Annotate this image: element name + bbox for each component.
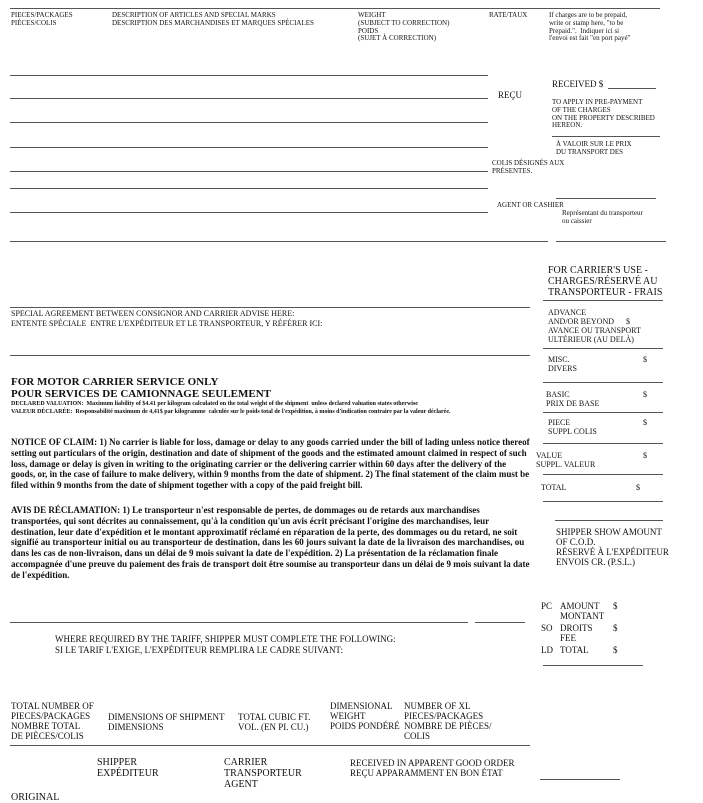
avis-de-reclamation: AVIS DE RÉCLAMATION: 1) Le transporteur n'est responsable de pertes, de dommages ou de retards aux marchandises transportées, qui sont décrites au connaissement, qu'à la condition qu'un avis écrit précisant l'origine des marchandises, leur destination, leur date d'expédition et le montant approximatif réclamé en réparation de la perte, des dommages ou du retard, ne soit signifié au transporteur initial ou au transporteur de destination, dans les 60 jours suivant la date de la livraison des marchandises, ou dans les cas de non-livraison, dans un délai de 9 mois suivant la date de l'expédition. 2) La présentation de la réclamation finale accompagnée d'une preuve du paiement des frais de transport doit être soumise au transporteur dans un délai de 9 mois suivant la date de l'expédition. <box>11 505 530 580</box>
weight-header: WEIGHT (SUBJECT TO CORRECTION) POIDS (SUJET À CORRECTION) <box>358 11 450 43</box>
representant-text: Représentant du transporteur ou caissier <box>562 209 643 225</box>
carrier-use-title: FOR CARRIER'S USE - CHARGES/RÉSERVÉ AU TRANSPORTEUR - FRAIS <box>548 265 663 299</box>
description-line <box>10 212 488 213</box>
description-line <box>10 188 488 189</box>
misc-charge: MISC. DIVERS <box>548 355 577 373</box>
cod-line <box>543 665 643 666</box>
received-amount-line[interactable] <box>608 88 656 89</box>
declared-valuation-en: DECLARED VALUATION: Maximum liability of $4.41 per kilogram calculated on the total weight of the shipment unless declared valuation states otherwise <box>11 401 418 407</box>
description-line <box>10 122 488 123</box>
cubic-label: TOTAL CUBIC FT. VOL. (EN PI. CU.) <box>238 712 311 733</box>
description-line <box>10 241 548 242</box>
recu-label: REÇU <box>498 90 523 100</box>
value-dollar: $ <box>643 451 647 460</box>
motor-carrier-title-en: FOR MOTOR CARRIER SERVICE ONLY <box>11 376 219 388</box>
cod-fee: DROITS FEE <box>560 623 593 644</box>
carrier-label: CARRIER TRANSPORTEUR AGENT <box>224 757 302 791</box>
cod-amount-dollar: $ <box>613 601 618 611</box>
colis-designes-text: COLIS DÉSIGNÉS AUX PRÉSENTES. <box>492 159 565 175</box>
special-agreement-line[interactable] <box>10 355 530 356</box>
carrier-use-line <box>543 474 663 475</box>
signature-line[interactable] <box>540 779 620 780</box>
receipt-line <box>556 198 656 199</box>
motor-carrier-title-fr: POUR SERVICES DE CAMIONNAGE SEULEMENT <box>11 388 271 400</box>
carrier-use-line <box>543 412 663 413</box>
notice-of-claim: NOTICE OF CLAIM: 1) No carrier is liable for loss, damage or delay to any goods carried under the bill of lading unless notice thereof setting out particulars of the origin, destination and date of shipment of the goods and the estimated amount claimed in respect of such loss, damage or delay is given in writing to the originating carrier or the delivering carrier within 60 days after the delivery of the goods, or, in the case of failure to make delivery, within 9 months from the date of shipment. 2) The final statement of the claim must be filed within 9 months from the date of shipment together with a copy of the paid freight bill. <box>11 437 530 491</box>
received-label: RECEIVED $ <box>552 79 604 89</box>
rate-header: RATE/TAUX <box>489 11 528 19</box>
carrier-use-line <box>543 348 663 349</box>
original-label: ORIGINAL <box>11 792 60 803</box>
pieces-packages-header: PIECES/PACKAGES PIÈCES/COLIS <box>11 11 73 27</box>
prepaid-note: If charges are to be prepaid, write or stamp here, "to be Prepaid.". Indiquer ici si l'envoi est fait "en port payé" <box>549 11 631 43</box>
description-line <box>10 147 488 148</box>
cod-total-dollar: $ <box>613 645 618 655</box>
special-agreement-en: SPECIAL AGREEMENT BETWEEN CONSIGNOR AND CARRIER ADVISE HERE: <box>11 309 295 318</box>
tariff-fr: SI LE TARIF L'EXIGE, L'EXPÉDITEUR REMPLIRA LE CADRE SUIVANT: <box>55 645 343 655</box>
basic-charge: BASIC PRIX DE BASE <box>546 390 600 408</box>
receipt-line <box>556 241 666 242</box>
tariff-line <box>10 622 468 623</box>
cod-fee-dollar: $ <box>613 623 618 633</box>
top-rule <box>10 8 660 9</box>
shipper-label: SHIPPER EXPÉDITEUR <box>97 757 159 780</box>
advance-charge: ADVANCE AND/OR BEYOND $ AVANCE OU TRANSPORT ULTÉRIEUR (AU DELÀ) <box>548 308 641 344</box>
dimensions-label: DIMENSIONS OF SHIPMENT DIMENSIONS <box>108 712 225 733</box>
total-pieces-label: TOTAL NUMBER OF PIECES/PACKAGES NOMBRE TOTAL DE PIÈCES/COLIS <box>11 701 94 742</box>
carrier-use-line <box>543 443 663 444</box>
special-agreement-fr: ENTENTE SPÉCIALE ENTRE L'EXPÉDITEUR ET LE TRANSPORTEUR, Y RÉFÉRER ICI: <box>11 319 323 328</box>
description-line <box>10 98 488 99</box>
cod-ld: LD <box>541 645 553 655</box>
description-line <box>10 75 488 76</box>
total-dollar: $ <box>636 483 640 492</box>
value-charge: VALUE SUPPL. VALEUR <box>536 451 596 469</box>
misc-dollar: $ <box>643 355 647 364</box>
description-header: DESCRIPTION OF ARTICLES AND SPECIAL MARKS DESCRIPTION DES MARCHANDISES ET MARQUES SPÉCIALES <box>112 11 314 27</box>
piece-charge: PIECE SUPPL COLIS <box>548 418 597 436</box>
agent-cashier-label: AGENT OR CASHIER <box>497 201 564 209</box>
cod-title: SHIPPER SHOW AMOUNT OF C.O.D. RÉSERVÉ À L'EXPÉDITEUR ENVOIS CR. (P.S.L.) <box>556 527 669 568</box>
tariff-en: WHERE REQUIRED BY THE TARIFF, SHIPPER MUST COMPLETE THE FOLLOWING: <box>55 634 396 644</box>
cod-pc: PC <box>541 601 553 611</box>
valoir-text: À VALOIR SUR LE PRIX DU TRANSPORT DES <box>556 140 632 156</box>
tariff-line <box>475 622 525 623</box>
total-charge: TOTAL <box>541 483 567 492</box>
bottom-line <box>10 745 530 746</box>
cod-total: TOTAL <box>560 645 589 655</box>
cod-line <box>555 520 663 521</box>
carrier-use-line <box>543 382 663 383</box>
receipt-line <box>552 136 660 137</box>
cod-so: SO <box>541 623 553 633</box>
dimensional-weight-label: DIMENSIONAL WEIGHT POIDS PONDÉRÉ <box>330 701 400 732</box>
special-agreement-line <box>10 307 530 308</box>
received-good-order: RECEIVED IN APPARENT GOOD ORDER REÇU APPARAMMENT EN BON ÉTAT <box>350 758 515 779</box>
xl-pieces-label: NUMBER OF XL PIECES/PACKAGES NOMBRE DE PIÈCES/ COLIS <box>404 701 492 742</box>
declared-valuation-fr: VALEUR DÉCLARÉE: Responsabilité maximum de 4,41$ par kilogramme calculée sur le poids total de l'expédition, à moins d'indication contraire par la valeur déclarée. <box>11 409 451 415</box>
piece-dollar: $ <box>643 418 647 427</box>
carrier-use-line <box>543 300 663 301</box>
basic-dollar: $ <box>643 390 647 399</box>
carrier-use-line <box>543 501 663 502</box>
apply-prepayment-text: TO APPLY IN PRE-PAYMENT OF THE CHARGES ON THE PROPERTY DESCRIBED HEREON. <box>552 98 655 130</box>
cod-amount: AMOUNT MONTANT <box>560 601 605 622</box>
description-line <box>10 171 488 172</box>
